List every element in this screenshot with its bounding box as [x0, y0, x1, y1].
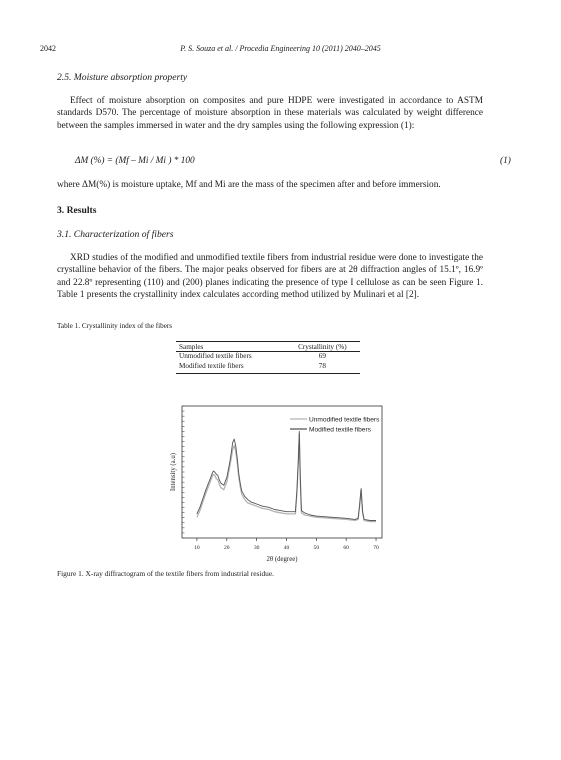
section-3-1-paragraph: XRD studies of the modified and unmodified textile fibers from industrial residue were done to investigate the crystalline behavior of the fibers. The major peaks observed for fibers are at 2θ diffraction angles of 15.1º, 16.9º and 22.8º representing (110) and (200) planes indicating the presence of type I cellulose as can be seen Figure 1. Table 1 presents the crystallinity index calculates according method utilized by Mulinari et al [2].: [57, 253, 483, 301]
x-tick-label: 10: [194, 545, 200, 551]
x-tick-label: 70: [373, 545, 379, 551]
equation-number: (1): [500, 156, 511, 166]
table-cell-sample: Unmodified textile fibers: [179, 352, 252, 360]
table-row: [176, 362, 360, 374]
x-axis-ticks: [194, 538, 379, 551]
table-row: [176, 352, 360, 362]
equation: ΔM (%) = (Mf – Mi / Mi ) * 100: [75, 156, 195, 166]
table-caption: Table 1. Crystallinity index of the fibers: [57, 322, 173, 330]
series-lines: [197, 431, 376, 521]
table-header-crystallinity: Crystallinity (%): [285, 342, 360, 352]
x-tick-label: 40: [283, 545, 290, 551]
table-header-samples: Samples: [176, 342, 285, 352]
where-text: where ΔM(%) is moisture uptake, Mf and Mi are the mass of the specimen after and before immersion.: [57, 180, 441, 190]
xrd-diffractogram-chart: [160, 398, 390, 568]
x-tick-label: 30: [253, 545, 260, 551]
x-axis-label: 2θ (degree): [266, 556, 298, 563]
section-3-title: 3. Results: [57, 205, 97, 216]
series-line-modified: [197, 431, 376, 520]
crystallinity-table: [176, 341, 360, 374]
legend-label-unmodified: Unmodified textile fibers: [309, 416, 380, 424]
figure-caption: Figure 1. X-ray diffractogram of the textile fibers from industrial residue.: [57, 569, 274, 578]
section-2-5-title: 2.5. Moisture absorption property: [57, 72, 188, 83]
x-tick-label: 60: [343, 545, 349, 551]
x-tick-label: 20: [223, 545, 230, 551]
running-title: P. S. Souza et al. / Procedia Engineering 10 (2011) 2040–2045: [180, 44, 381, 53]
table-cell-sample: Modified textile fibers: [176, 362, 285, 374]
legend-label-modified: Modified textile fibers: [309, 426, 371, 434]
series-line-unmodified: [197, 434, 376, 522]
section-3-1-title: 3.1. Characterization of fibers: [57, 229, 174, 240]
table-cell-crystallinity: 69: [318, 352, 326, 360]
section-2-5-paragraph: Effect of moisture absorption on composites and pure HDPE were investigated in accordance to ASTM standards D570. The percentage of moisture absorption in these materials was calculated by weight difference between the samples immersed in water and the dry samples using the following expression (1):: [57, 96, 483, 131]
table-cell-crystallinity: 78: [285, 362, 360, 374]
y-axis-label: Intensity (a.u): [170, 452, 177, 492]
x-tick-label: 50: [313, 545, 320, 551]
page-number: 2042: [40, 44, 56, 53]
chart-legend: [290, 417, 380, 434]
